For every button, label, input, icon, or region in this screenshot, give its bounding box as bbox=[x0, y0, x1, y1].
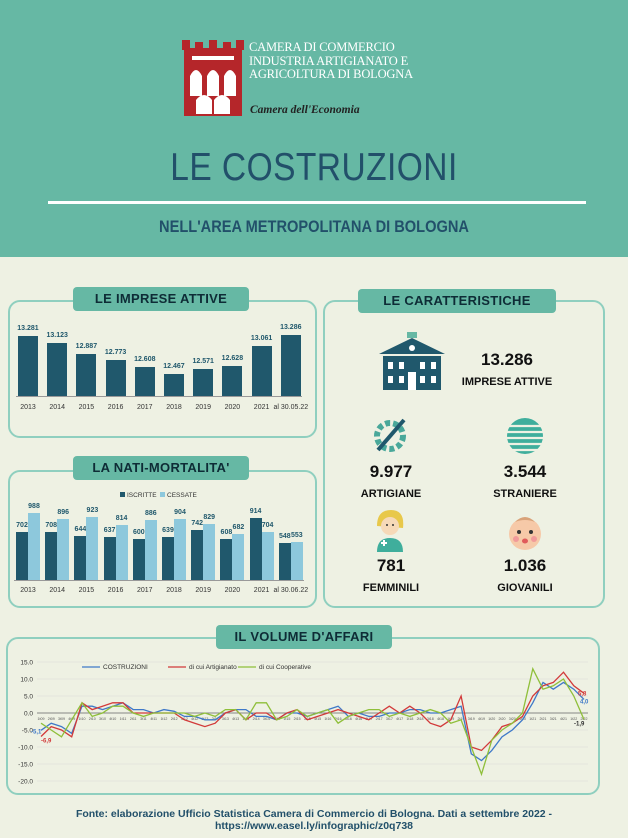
imprese-x-label: 2018 bbox=[166, 404, 182, 411]
natimortalita-tab: LA NATI-MORTALITA' bbox=[73, 456, 249, 480]
volume-x-tick: 3t12 bbox=[180, 717, 188, 721]
imprese-x-label: 2014 bbox=[49, 404, 65, 411]
volume-x-tick: 1t16 bbox=[324, 717, 332, 721]
volume-x-tick: 1t14 bbox=[242, 717, 250, 721]
volume-x-tick: 4t18 bbox=[437, 717, 445, 721]
nati-x-label: 2013 bbox=[20, 587, 36, 594]
volume-line-artigianato bbox=[41, 672, 584, 750]
artigiane-label: ARTIGIANE bbox=[360, 488, 422, 500]
nati-value-iscritte: 637 bbox=[103, 526, 116, 534]
volume-x-tick: 2t19 bbox=[457, 717, 465, 721]
imprese-bar bbox=[252, 346, 272, 396]
volume-x-tick: 2t18 bbox=[416, 717, 424, 721]
nati-bar-iscritte bbox=[16, 532, 28, 580]
imprese-x-label: 2013 bbox=[20, 404, 36, 411]
imprese-bar-value: 12.467 bbox=[163, 362, 185, 370]
volume-x-tick: 1t18 bbox=[406, 717, 414, 721]
imprese-bar bbox=[135, 367, 155, 396]
imprese-bar bbox=[106, 360, 126, 396]
volume-y-tick: 0.0 bbox=[23, 710, 33, 718]
volume-x-tick: 3t11 bbox=[140, 717, 147, 721]
giovanili-label: GIOVANILI bbox=[497, 582, 553, 594]
nati-value-cessate: 704 bbox=[261, 522, 274, 530]
imprese-x-label: 2020 bbox=[224, 404, 241, 411]
imprese-x-label: 2021 bbox=[253, 404, 270, 411]
straniere-value: 3.544 bbox=[503, 462, 547, 481]
volume-x-tick: 3t17 bbox=[385, 717, 393, 721]
volume-x-tick: 3t09 bbox=[57, 717, 65, 721]
nati-x-label: al 30.06.22 bbox=[273, 587, 309, 594]
volume-x-tick: 2t20 bbox=[498, 717, 506, 721]
nati-bar-iscritte bbox=[133, 539, 145, 580]
nati-value-iscritte: 639 bbox=[162, 526, 174, 534]
org-line1: CAMERA DI COMMERCIO bbox=[249, 40, 395, 54]
volume-y-tick: 10.0 bbox=[20, 676, 33, 684]
nati-bar-iscritte bbox=[74, 536, 86, 580]
straniere-label: STRANIERE bbox=[493, 488, 557, 500]
volume-y-tick: -15.0 bbox=[18, 761, 33, 769]
nati-value-cessate: 553 bbox=[290, 532, 303, 540]
imprese-bar-value: 13.123 bbox=[46, 332, 68, 340]
nati-axis bbox=[14, 580, 304, 581]
org-subtitle: Camera dell'Economia bbox=[250, 104, 360, 116]
nati-value-cessate: 988 bbox=[28, 502, 40, 510]
imprese-bar bbox=[222, 366, 242, 396]
nati-bar-iscritte bbox=[162, 537, 174, 580]
nati-value-iscritte: 548 bbox=[278, 532, 291, 540]
giovanili-value: 1.036 bbox=[503, 556, 547, 575]
attive-label: IMPRESE ATTIVE bbox=[461, 376, 553, 388]
nati-value-iscritte: 708 bbox=[45, 521, 58, 529]
volume-x-tick: 2t21 bbox=[539, 717, 547, 721]
volume-label-start-artigianato: -6,9 bbox=[41, 738, 52, 745]
nati-bar-iscritte bbox=[279, 543, 291, 580]
volume-x-tick: 1t13 bbox=[201, 717, 209, 721]
volume-label-end-costruzioni: 4,0 bbox=[580, 699, 589, 706]
volume-x-tick: 1t20 bbox=[488, 717, 496, 721]
volume-legend-label: di cui Artigianato bbox=[189, 664, 237, 671]
volume-x-tick: 3t19 bbox=[467, 717, 475, 721]
org-line2: INDUSTRIA ARTIGIANATO E bbox=[249, 53, 408, 68]
volume-x-tick: 3t21 bbox=[549, 717, 557, 721]
volume-x-tick: 4t12 bbox=[191, 717, 199, 721]
nati-x-label: 2018 bbox=[166, 587, 182, 594]
artigiane-value: 9.977 bbox=[369, 462, 413, 481]
volume-x-tick: 4t15 bbox=[314, 717, 322, 721]
imprese-bar bbox=[193, 369, 213, 396]
volume-label-end-cooperative: -1,9 bbox=[574, 721, 585, 728]
footer-source: Fonte: elaborazione Ufficio Statistica Camera di Commercio di Bologna. Dati a settembre 2022 - https://www.easel.ly/infographic/z0q738 bbox=[75, 808, 553, 832]
volume-x-tick: 2t12 bbox=[170, 717, 178, 721]
imprese-bar bbox=[47, 343, 67, 396]
nati-bar-iscritte bbox=[45, 532, 57, 580]
nati-value-cessate: 923 bbox=[86, 507, 99, 515]
org-line3: AGRICOLTURA DI BOLOGNA bbox=[249, 67, 413, 81]
nati-x-label: 2015 bbox=[78, 587, 95, 594]
imprese-bar-value: 12.608 bbox=[134, 356, 156, 364]
imprese-bar bbox=[281, 335, 301, 396]
nati-value-iscritte: 600 bbox=[132, 529, 145, 537]
volume-x-tick: 4t19 bbox=[478, 717, 486, 721]
imprese-bar-value: 12.571 bbox=[192, 358, 214, 366]
nati-value-cessate: 886 bbox=[144, 509, 157, 517]
imprese-axis bbox=[16, 396, 302, 397]
volume-x-tick: 3t14 bbox=[262, 717, 270, 721]
volume-x-tick: 1t22 bbox=[570, 717, 578, 721]
nati-x-label: 2021 bbox=[253, 587, 270, 594]
volume-x-tick: 4t10 bbox=[109, 717, 117, 721]
imprese-x-label: 2015 bbox=[78, 404, 95, 411]
volume-y-tick: -5.0 bbox=[21, 727, 33, 735]
imprese-x-label: 2017 bbox=[137, 404, 153, 411]
imprese-bar-value: 12.773 bbox=[104, 348, 127, 356]
femminili-label: FEMMINILI bbox=[362, 582, 420, 594]
nati-value-iscritte: 914 bbox=[249, 507, 262, 515]
volume-x-tick: 4t21 bbox=[560, 717, 568, 721]
nati-bar-cessate bbox=[291, 542, 303, 580]
volume-x-tick: 4t14 bbox=[273, 717, 281, 721]
nati-value-cessate: 829 bbox=[203, 513, 216, 521]
imprese-bar-value: 13.281 bbox=[17, 324, 39, 332]
volume-x-tick: 2t17 bbox=[375, 717, 383, 721]
imprese-tab: LE IMPRESE ATTIVE bbox=[73, 287, 249, 311]
caratteristiche-tab: LE CARATTERISTICHE bbox=[358, 289, 556, 313]
legend-iscritte-label: ISCRITTE bbox=[127, 492, 157, 499]
volume-y-tick: -20.0 bbox=[18, 778, 33, 786]
femminili-value: 781 bbox=[376, 556, 406, 575]
imprese-bar-value: 13.061 bbox=[250, 334, 273, 342]
volume-x-tick: 2t14 bbox=[252, 717, 260, 721]
page-subtitle: NELL'AREA METROPOLITANA DI BOLOGNA bbox=[159, 217, 469, 236]
nati-x-label: 2016 bbox=[107, 587, 124, 594]
nati-value-iscritte: 742 bbox=[191, 519, 204, 527]
nati-bar-cessate bbox=[232, 534, 244, 580]
imprese-bar bbox=[76, 354, 96, 396]
volume-x-tick: 3t20 bbox=[508, 717, 516, 721]
nati-bar-iscritte bbox=[104, 537, 116, 580]
volume-x-tick: 2t22 bbox=[580, 717, 588, 721]
nati-value-cessate: 814 bbox=[115, 514, 128, 522]
volume-x-tick: 3t13 bbox=[221, 717, 229, 721]
nati-bar-cessate bbox=[174, 519, 186, 580]
volume-line-costruzioni bbox=[41, 682, 584, 760]
nati-x-label: 2020 bbox=[224, 587, 241, 594]
volume-x-tick: 1t21 bbox=[529, 717, 537, 721]
volume-x-tick: 3t16 bbox=[344, 717, 352, 721]
volume-x-tick: 4t11 bbox=[150, 717, 158, 721]
volume-legend-label: di cui Cooperative bbox=[259, 664, 312, 671]
volume-label-end-artigianato: 5,8 bbox=[578, 691, 587, 698]
volume-label-start-costruzioni: -5,1 bbox=[31, 729, 42, 736]
volume-x-tick: 4t20 bbox=[519, 717, 527, 721]
attive-value: 13.286 bbox=[481, 350, 533, 369]
imprese-bar-value: 12.628 bbox=[221, 355, 244, 363]
volume-line-cooperative bbox=[41, 669, 584, 774]
imprese-bar bbox=[164, 374, 184, 396]
nati-value-cessate: 904 bbox=[174, 508, 186, 516]
nati-bar-iscritte bbox=[191, 530, 203, 580]
volume-x-tick: 2t10 bbox=[88, 717, 96, 721]
imprese-bar-value: 13.286 bbox=[280, 324, 302, 332]
volume-tab: IL VOLUME D'AFFARI bbox=[216, 625, 392, 649]
volume-x-tick: 2t09 bbox=[47, 717, 55, 721]
volume-x-tick: 1t10 bbox=[78, 717, 86, 721]
volume-x-tick: 1t11 bbox=[119, 717, 127, 721]
nati-x-label: 2014 bbox=[49, 587, 65, 594]
page-title: LE COSTRUZIONI bbox=[170, 146, 458, 189]
imprese-x-label: 2016 bbox=[107, 404, 124, 411]
nati-value-iscritte: 644 bbox=[74, 526, 87, 534]
volume-x-tick: 4t09 bbox=[68, 717, 76, 721]
volume-x-tick: 2t13 bbox=[211, 717, 219, 721]
volume-x-tick: 1t12 bbox=[160, 717, 168, 721]
nati-value-iscritte: 702 bbox=[16, 522, 28, 530]
nati-value-cessate: 682 bbox=[232, 523, 245, 531]
volume-x-tick: 1t19 bbox=[447, 717, 455, 721]
nati-bar-iscritte bbox=[220, 539, 232, 580]
volume-x-tick: 2t11 bbox=[129, 717, 137, 721]
nati-value-cessate: 896 bbox=[57, 509, 70, 517]
imprese-x-label: al 30.05.22 bbox=[273, 404, 309, 411]
volume-x-tick: 3t18 bbox=[426, 717, 434, 721]
volume-legend-label: COSTRUZIONI bbox=[103, 664, 148, 671]
volume-x-tick: 1t15 bbox=[283, 717, 291, 721]
volume-y-tick: -10.0 bbox=[18, 744, 33, 752]
volume-x-tick: 3t10 bbox=[98, 717, 106, 721]
volume-x-tick: 1t17 bbox=[365, 717, 373, 721]
volume-x-tick: 1t09 bbox=[37, 717, 45, 721]
volume-x-tick: 4t13 bbox=[232, 717, 240, 721]
imprese-bar bbox=[18, 336, 38, 396]
volume-y-tick: 5.0 bbox=[23, 693, 33, 701]
volume-x-tick: 3t15 bbox=[303, 717, 311, 721]
volume-x-tick: 4t17 bbox=[396, 717, 404, 721]
legend-cessate-label: CESSATE bbox=[167, 492, 197, 499]
volume-y-tick: 15.0 bbox=[20, 659, 33, 667]
nati-x-label: 2019 bbox=[195, 587, 211, 594]
volume-x-tick: 2t16 bbox=[334, 717, 342, 721]
nati-value-iscritte: 608 bbox=[220, 528, 233, 536]
nati-x-label: 2017 bbox=[137, 587, 153, 594]
volume-x-tick: 2t15 bbox=[293, 717, 301, 721]
imprese-x-label: 2019 bbox=[195, 404, 211, 411]
imprese-bar-value: 12.887 bbox=[75, 343, 98, 351]
volume-x-tick: 4t16 bbox=[355, 717, 363, 721]
